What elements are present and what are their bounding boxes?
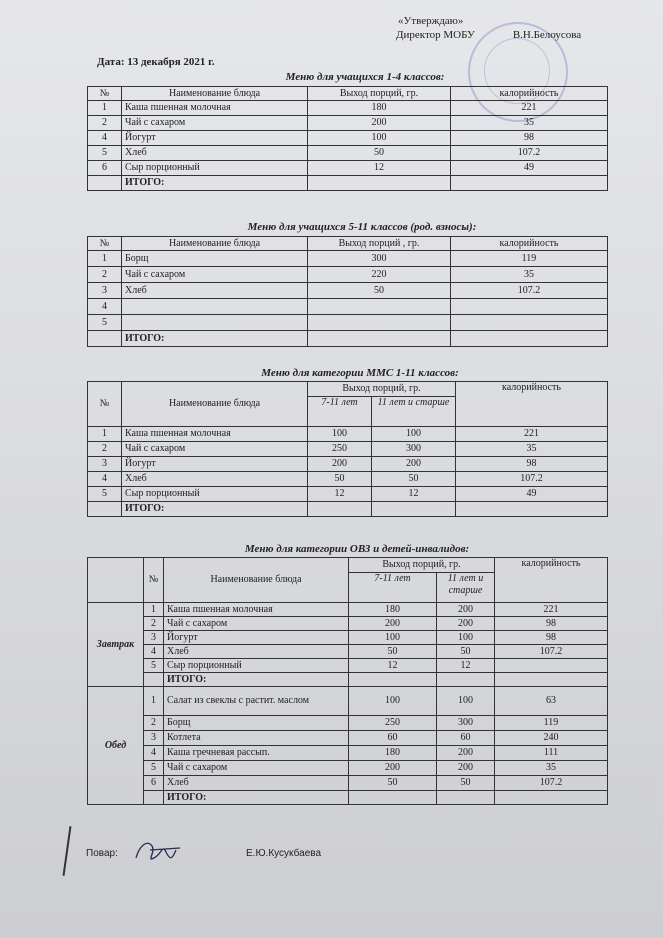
portion-7-11: 200 xyxy=(349,761,437,776)
portion-11-plus: 12 xyxy=(372,487,456,502)
portion-11-plus: 300 xyxy=(437,716,495,731)
blank-cell xyxy=(144,791,164,805)
calories: 49 xyxy=(456,487,608,502)
menu-table-mms xyxy=(87,381,608,517)
row-number: 3 xyxy=(144,631,164,645)
total-label: ИТОГО: xyxy=(164,791,349,805)
menu-date: Дата: 13 декабря 2021 г. xyxy=(97,56,215,68)
col-number: № xyxy=(88,382,122,427)
row-number: 1 xyxy=(88,427,122,442)
portion-grams: 50 xyxy=(308,146,451,161)
breakfast-row xyxy=(88,617,608,631)
dish-name: Каша пшенная молочная xyxy=(164,603,349,617)
portion-11-plus: 200 xyxy=(437,746,495,761)
calories: 221 xyxy=(451,101,608,116)
portion-11-plus: 100 xyxy=(437,687,495,716)
table-row xyxy=(88,315,608,331)
cook-label: Повар: xyxy=(86,848,118,859)
row-number: 2 xyxy=(88,442,122,457)
lunch-row xyxy=(88,746,608,761)
portion-11-plus: 50 xyxy=(437,776,495,791)
calories: 49 xyxy=(451,161,608,176)
calories: 98 xyxy=(451,131,608,146)
breakfast-row xyxy=(88,659,608,673)
col-dish: Наименование блюда xyxy=(164,558,349,603)
approval-block xyxy=(396,14,581,42)
cook-signature xyxy=(132,836,184,866)
calories: 35 xyxy=(495,761,608,776)
dish-name: Чай с сахаром xyxy=(122,267,308,283)
total-row xyxy=(88,176,608,191)
breakfast-row xyxy=(88,645,608,659)
row-number: 2 xyxy=(88,116,122,131)
portion-11-plus: 200 xyxy=(372,457,456,472)
dish-name: Салат из свеклы с растит. маслом xyxy=(164,687,349,716)
total-row xyxy=(88,331,608,347)
portion-grams: 200 xyxy=(308,116,451,131)
calories xyxy=(495,659,608,673)
dish-name: Сыр порционный xyxy=(122,161,308,176)
dish-name: Сыр порционный xyxy=(164,659,349,673)
portion-11-plus: 300 xyxy=(372,442,456,457)
table-row xyxy=(88,299,608,315)
col-age-11-plus: 11 лет и старше xyxy=(372,396,456,426)
row-number: 2 xyxy=(144,716,164,731)
calories xyxy=(451,315,608,331)
table-row xyxy=(88,101,608,116)
dish-name xyxy=(122,315,308,331)
table-row xyxy=(88,427,608,442)
table-row xyxy=(88,267,608,283)
dish-name: Борщ xyxy=(164,716,349,731)
row-number: 5 xyxy=(144,659,164,673)
dish-name: Йогурт xyxy=(122,131,308,146)
row-number: 4 xyxy=(88,472,122,487)
table-row xyxy=(88,116,608,131)
row-number: 4 xyxy=(88,299,122,315)
lunch-row xyxy=(88,687,608,716)
lunch-group-label: Обед xyxy=(88,687,144,805)
col-dish: Наименование блюда xyxy=(122,382,308,427)
row-number: 5 xyxy=(88,487,122,502)
blank-cell xyxy=(372,502,456,517)
portion-11-plus: 50 xyxy=(372,472,456,487)
blank-cell xyxy=(495,791,608,805)
portion-grams xyxy=(308,299,451,315)
portion-grams: 220 xyxy=(308,267,451,283)
portion-7-11: 200 xyxy=(349,617,437,631)
calories: 240 xyxy=(495,731,608,746)
col-calories: калорийность xyxy=(451,87,608,101)
portion-7-11: 12 xyxy=(308,487,372,502)
approve-label: «Утверждаю» xyxy=(398,15,464,27)
director-title: Директор МОБУ xyxy=(396,29,475,41)
calories: 63 xyxy=(495,687,608,716)
portion-7-11: 12 xyxy=(349,659,437,673)
table-row xyxy=(88,161,608,176)
col-dish: Наименование блюда xyxy=(122,237,308,251)
portion-grams: 100 xyxy=(308,131,451,146)
dish-name: Чай с сахаром xyxy=(164,761,349,776)
dish-name: Каша гречневая рассып. xyxy=(164,746,349,761)
portion-7-11: 50 xyxy=(349,645,437,659)
calories: 107.2 xyxy=(495,645,608,659)
row-number: 3 xyxy=(88,283,122,299)
portion-grams: 180 xyxy=(308,101,451,116)
table1-caption: Меню для учащихся 1-4 классов: xyxy=(285,71,445,83)
calories: 107.2 xyxy=(451,283,608,299)
portion-7-11: 50 xyxy=(349,776,437,791)
calories xyxy=(451,299,608,315)
dish-name: Каша пшенная молочная xyxy=(122,101,308,116)
table-row xyxy=(88,472,608,487)
row-number: 4 xyxy=(88,131,122,146)
row-number: 3 xyxy=(144,731,164,746)
col-calories: калорийность xyxy=(451,237,608,251)
total-label: ИТОГО: xyxy=(122,331,308,347)
portion-grams xyxy=(308,315,451,331)
portion-7-11: 100 xyxy=(349,687,437,716)
dish-name: Йогурт xyxy=(164,631,349,645)
blank-cell xyxy=(451,331,608,347)
table-row xyxy=(88,283,608,299)
dish-name: Чай с сахаром xyxy=(164,617,349,631)
portion-11-plus: 200 xyxy=(437,761,495,776)
portion-11-plus: 100 xyxy=(372,427,456,442)
dish-name: Хлеб xyxy=(122,146,308,161)
col-portion: Выход порций, гр. xyxy=(349,558,495,573)
col-portion: Выход порций , гр. xyxy=(308,237,451,251)
calories: 107.2 xyxy=(451,146,608,161)
calories: 119 xyxy=(451,251,608,267)
row-number: 4 xyxy=(144,645,164,659)
director-name: В.Н.Белоусова xyxy=(512,29,582,41)
calories: 107.2 xyxy=(456,472,608,487)
margin-mark xyxy=(63,826,72,876)
table4-caption: Меню для категории ОВЗ и детей-инвалидов: xyxy=(244,543,470,555)
blank-cell xyxy=(308,176,451,191)
blank-cell xyxy=(451,176,608,191)
portion-7-11: 100 xyxy=(349,631,437,645)
row-number: 5 xyxy=(88,315,122,331)
row-number: 5 xyxy=(144,761,164,776)
group-header-blank xyxy=(88,558,144,603)
col-calories: калорийность xyxy=(456,382,608,427)
blank-cell xyxy=(308,502,372,517)
dish-name: Хлеб xyxy=(164,776,349,791)
portion-7-11: 180 xyxy=(349,746,437,761)
table-row xyxy=(88,131,608,146)
total-label: ИТОГО: xyxy=(122,176,308,191)
row-number: 6 xyxy=(88,161,122,176)
col-number: № xyxy=(88,87,122,101)
calories: 35 xyxy=(451,267,608,283)
blank-cell xyxy=(349,673,437,687)
portion-7-11: 50 xyxy=(308,472,372,487)
blank-cell xyxy=(308,331,451,347)
col-portion: Выход порций, гр. xyxy=(308,87,451,101)
portion-11-plus: 200 xyxy=(437,617,495,631)
row-number: 1 xyxy=(144,687,164,716)
table-row xyxy=(88,457,608,472)
calories: 35 xyxy=(456,442,608,457)
calories: 221 xyxy=(495,603,608,617)
dish-name: Сыр порционный xyxy=(122,487,308,502)
dish-name: Хлеб xyxy=(122,472,308,487)
row-number: 3 xyxy=(88,457,122,472)
blank-cell xyxy=(437,673,495,687)
row-number: 5 xyxy=(88,146,122,161)
total-row xyxy=(88,673,608,687)
portion-11-plus: 100 xyxy=(437,631,495,645)
col-age-7-11: 7-11 лет xyxy=(349,572,437,602)
dish-name: Котлета xyxy=(164,731,349,746)
menu-table-grades-1-4 xyxy=(87,86,608,191)
col-calories: калорийность xyxy=(495,558,608,603)
cook-name: Е.Ю.Кусукбаева xyxy=(246,848,322,859)
calories: 221 xyxy=(456,427,608,442)
total-label: ИТОГО: xyxy=(122,502,308,517)
lunch-row xyxy=(88,716,608,731)
table3-caption: Меню для категории ММС 1-11 классов: xyxy=(261,367,459,379)
col-age-11-plus: 11 лет и старше xyxy=(437,572,495,602)
table-row xyxy=(88,487,608,502)
portion-7-11: 180 xyxy=(349,603,437,617)
row-number: 6 xyxy=(144,776,164,791)
total-row xyxy=(88,791,608,805)
row-number: 4 xyxy=(144,746,164,761)
portion-7-11: 250 xyxy=(349,716,437,731)
table-row xyxy=(88,251,608,267)
portion-grams: 300 xyxy=(308,251,451,267)
lunch-row xyxy=(88,731,608,746)
calories: 98 xyxy=(495,631,608,645)
col-number: № xyxy=(144,558,164,603)
blank-cell xyxy=(88,502,122,517)
blank-cell xyxy=(88,176,122,191)
breakfast-row xyxy=(88,603,608,617)
menu-table-ovz xyxy=(87,557,608,805)
portion-11-plus: 60 xyxy=(437,731,495,746)
lunch-row xyxy=(88,776,608,791)
dish-name: Борщ xyxy=(122,251,308,267)
lunch-row xyxy=(88,761,608,776)
calories: 111 xyxy=(495,746,608,761)
blank-cell xyxy=(456,502,608,517)
portion-7-11: 100 xyxy=(308,427,372,442)
table-row xyxy=(88,146,608,161)
calories: 119 xyxy=(495,716,608,731)
table-row xyxy=(88,442,608,457)
blank-cell xyxy=(437,791,495,805)
dish-name: Каша пшенная молочная xyxy=(122,427,308,442)
portion-7-11: 200 xyxy=(308,457,372,472)
blank-cell xyxy=(144,673,164,687)
portion-grams: 50 xyxy=(308,283,451,299)
blank-cell xyxy=(88,331,122,347)
total-row xyxy=(88,502,608,517)
row-number: 1 xyxy=(88,251,122,267)
calories: 98 xyxy=(456,457,608,472)
dish-name xyxy=(122,299,308,315)
portion-grams: 12 xyxy=(308,161,451,176)
row-number: 1 xyxy=(144,603,164,617)
dish-name: Йогурт xyxy=(122,457,308,472)
portion-11-plus: 50 xyxy=(437,645,495,659)
row-number: 1 xyxy=(88,101,122,116)
blank-cell xyxy=(495,673,608,687)
calories: 35 xyxy=(451,116,608,131)
calories: 107.2 xyxy=(495,776,608,791)
dish-name: Чай с сахаром xyxy=(122,116,308,131)
row-number: 2 xyxy=(144,617,164,631)
table2-caption: Меню для учащихся 5-11 классов (род. взносы): xyxy=(247,221,477,233)
breakfast-row xyxy=(88,631,608,645)
col-dish: Наименование блюда xyxy=(122,87,308,101)
dish-name: Хлеб xyxy=(122,283,308,299)
portion-7-11: 60 xyxy=(349,731,437,746)
col-portion: Выход порций, гр. xyxy=(308,382,456,397)
portion-7-11: 250 xyxy=(308,442,372,457)
calories: 98 xyxy=(495,617,608,631)
breakfast-group-label: Завтрак xyxy=(88,603,144,687)
total-label: ИТОГО: xyxy=(164,673,349,687)
portion-11-plus: 12 xyxy=(437,659,495,673)
blank-cell xyxy=(349,791,437,805)
col-age-7-11: 7-11 лет xyxy=(308,396,372,426)
portion-11-plus: 200 xyxy=(437,603,495,617)
col-number: № xyxy=(88,237,122,251)
dish-name: Чай с сахаром xyxy=(122,442,308,457)
row-number: 2 xyxy=(88,267,122,283)
menu-table-grades-5-11 xyxy=(87,236,608,347)
dish-name: Хлеб xyxy=(164,645,349,659)
